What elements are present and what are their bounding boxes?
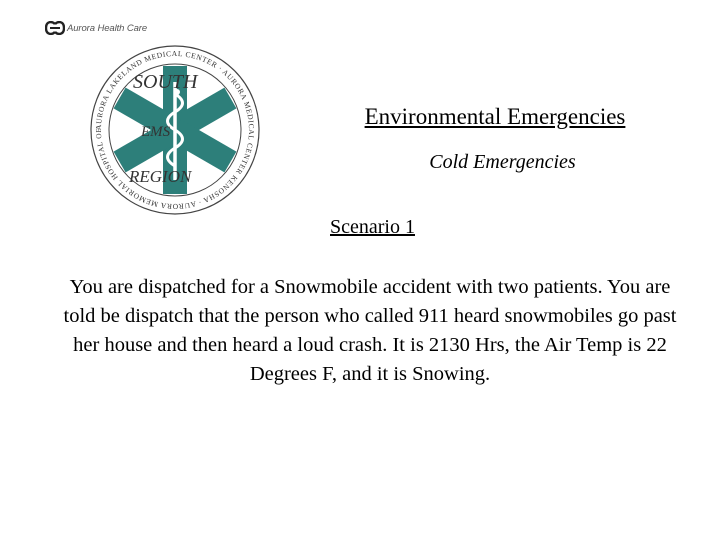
page-subtitle: Cold Emergencies	[429, 151, 576, 173]
page-title: Environmental Emergencies	[364, 104, 626, 129]
scenario-description: You are dispatched for a Snowmobile accident with two patients. You are told be dispatch that the person who called 911 heard snowmobiles go past her house and then heard a loud crash. It is 2130 Hrs, the Air Temp is 22 Degrees F, and it is Snowing.	[63, 276, 677, 385]
seal-middle-word: EMS	[141, 124, 171, 140]
aurora-health-care-logo	[45, 18, 147, 38]
seal-bottom-word: REGION	[129, 167, 192, 186]
aurora-logo-icon	[45, 21, 65, 35]
seal-ring-text: AURORA LAKELAND MEDICAL CENTER · AURORA MEDICAL CENTER KENOSHA · AURORA MEMORIAL HOSPITAL OF	[93, 48, 257, 212]
south-ems-region-seal	[85, 40, 265, 220]
scenario-heading: Scenario 1	[330, 216, 415, 238]
seal-top-word: SOUTH	[133, 71, 198, 93]
brand-text: Aurora Health Care	[67, 22, 148, 34]
